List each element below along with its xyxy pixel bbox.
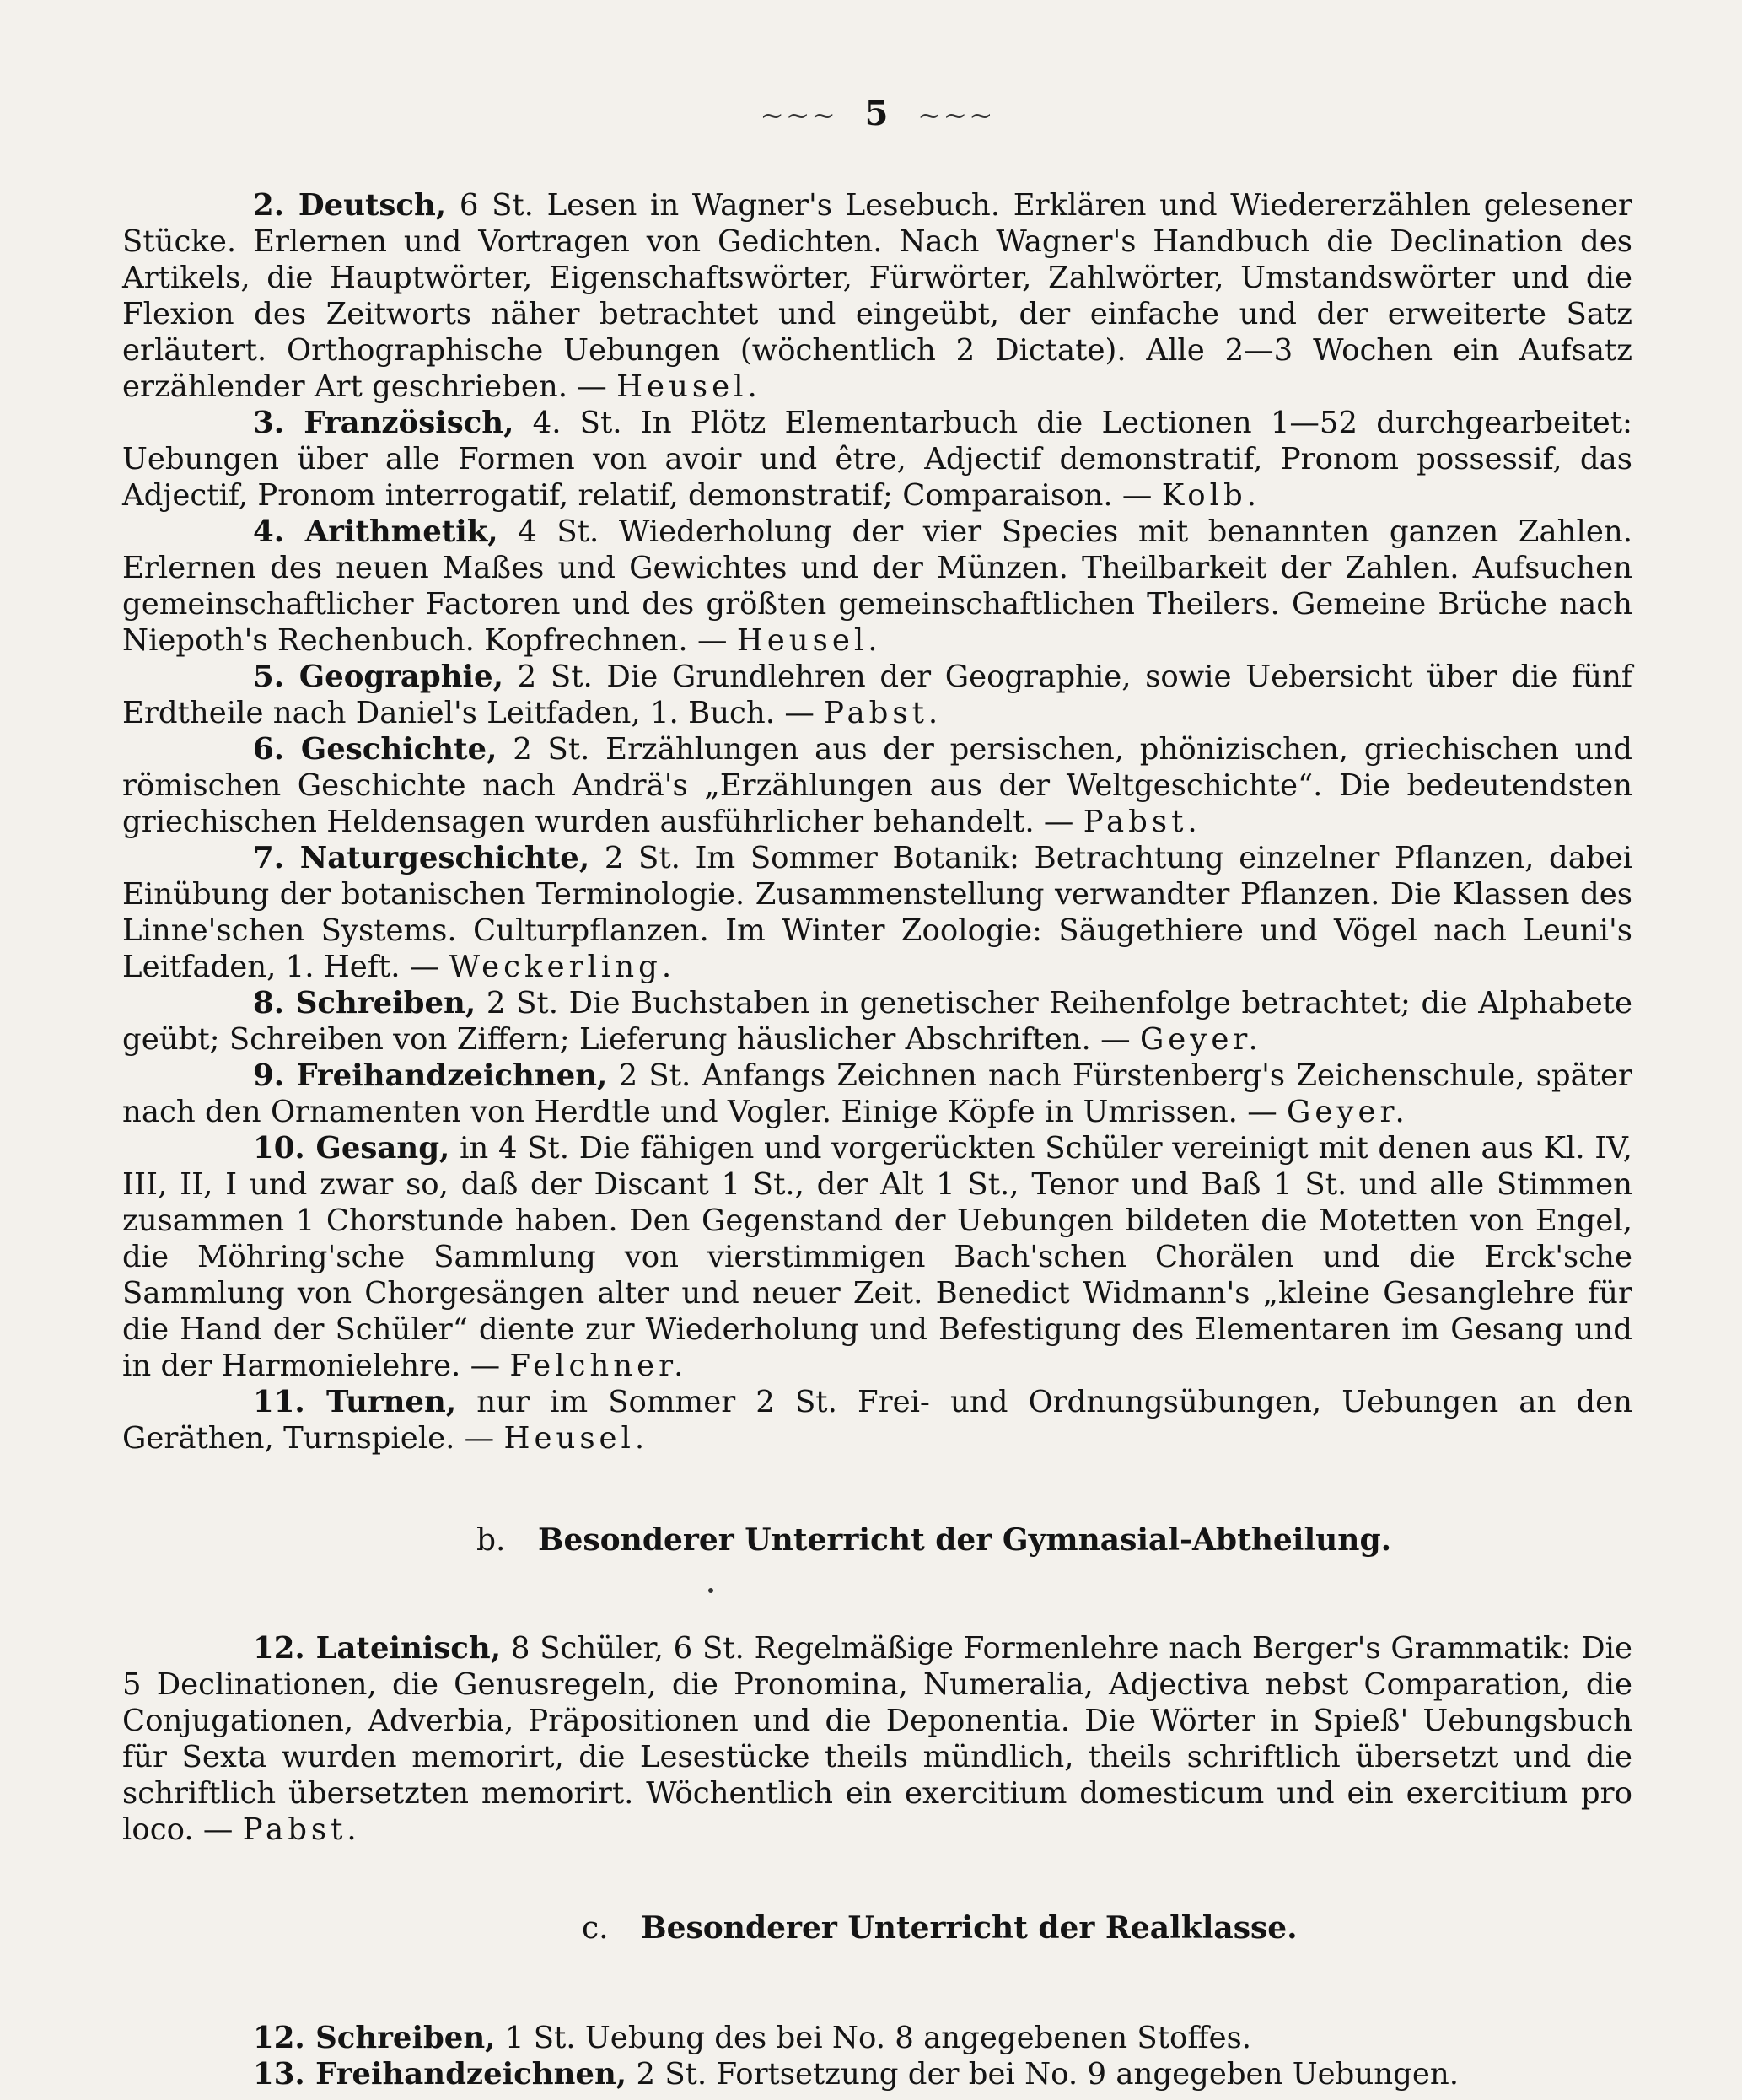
subject-entry [122, 187, 1632, 405]
subject-name: Lateinisch, [315, 1631, 502, 1666]
subject-name: Gesang, [315, 1131, 450, 1166]
teacher-name: Pabst. [242, 1812, 361, 1847]
subject-heading [253, 1131, 449, 1166]
subject-entry [122, 1130, 1632, 1384]
subject-entry [122, 1630, 1632, 1848]
subject-name: Geographie, [298, 660, 503, 694]
entry-text: Die Grundlehren der Geographie, sowie Uebersicht über die fünf Erdtheile nach Daniel's Leitfaden, 1. Buch. — [122, 660, 1633, 730]
hours: 1 St. [504, 2021, 576, 2055]
subject-heading [253, 732, 497, 767]
teacher-name: Heusel. [503, 1421, 649, 1456]
subject-entry [122, 2020, 1632, 2056]
entry-text: In Plötz Elementarbuch die Lectionen 1—52 durchgearbeitet: Uebungen über alle Formen von avoir und être, Adjectif demonstratif, Pronom possessif, das Adjectif, Pronom interrogatif, relatif, demonstratif; Comparaison. — [122, 406, 1632, 513]
subject-name: Französisch, [304, 406, 514, 440]
subject-heading [253, 986, 476, 1020]
hours: 8 Schüler, 6 St. [510, 1631, 745, 1666]
subject-entry [122, 731, 1632, 840]
entry-text: Uebung des bei No. 8 angegebenen Stoffes. [584, 2021, 1252, 2055]
hours: 2 St. [517, 660, 593, 694]
subject-name: Arithmetik, [304, 514, 498, 549]
subject-heading [253, 1631, 501, 1666]
subject-entry [122, 659, 1632, 731]
page-header [122, 93, 1632, 137]
hours: 2 St. [636, 2057, 707, 2092]
section-c-letter: c. [582, 1911, 609, 1946]
entry-text: Die fähigen und vorgerückten Schüler vereinigt mit denen aus Kl. IV, III, II, I und zwar so, daß der Discant 1 St., der Alt 1 St., Tenor und Baß 1 St. und alle Stimmen zusammen 1 Chorstunde haben. Den Gegenstand der Uebungen bildeten die Motetten von Engel, die Möhring'sche Sammlung von vierstimmigen Bach'schen Chorälen und die Erck'sche Sammlung von Chorgesängen alter und neuer Zeit. Benedict Widmann's „kleine Gesanglehre für die Hand der Schüler“ diente zur Wiederholung und Befestigung des Elementaren im Gesang und in der Harmonielehre. — [122, 1131, 1633, 1383]
entry-text: Fortsetzung der bei No. 9 angegeben Uebungen. [716, 2057, 1459, 2092]
subject-heading [253, 660, 503, 694]
subject-entry [122, 985, 1632, 1058]
hours: 4 St. [518, 514, 599, 549]
section-c-heading [122, 1910, 1632, 1946]
entry-number: 2. [253, 188, 285, 223]
entry-text: Die Buchstaben in genetischer Reihenfolge betrachtet; die Alphabete geübt; Schreiben von Ziffern; Lieferung häuslicher Abschriften. — [122, 986, 1632, 1057]
teacher-name: Heusel. [616, 369, 761, 404]
entry-number: 11. [253, 1385, 305, 1419]
entry-text: Im Sommer Botanik: Betrachtung einzelner Pflanzen, dabei Einübung der botanischen Terminologie. Zusammenstellung verwandter Pflanzen. Die Klassen des Linne'schen Systems. Culturpflanzen. Im Winter Zoologie: Säugethiere und Vögel nach Leuni's Leitfaden, 1. Heft. — [122, 841, 1632, 984]
subject-name: Schreiben, [315, 2021, 496, 2055]
section-b-heading [122, 1522, 1632, 1558]
entry-number: 8. [253, 986, 285, 1020]
subject-heading [253, 2057, 626, 2092]
flourish-left: ~~~ [760, 99, 837, 132]
hours: 2 St. [513, 732, 590, 767]
subject-name: Naturgeschichte, [299, 841, 590, 875]
subject-entry [122, 1384, 1632, 1457]
entry-number: 13. [253, 2057, 305, 2092]
entry-number: 3. [253, 406, 285, 440]
subject-heading [253, 1058, 607, 1093]
section-b-letter: b. [476, 1523, 506, 1558]
teacher-name: Weckerling. [449, 950, 676, 984]
subject-heading [253, 1385, 456, 1419]
subject-name: Deutsch, [298, 188, 447, 223]
entry-text: Wiederholung der vier Species mit benannten ganzen Zahlen. Erlernen des neuen Maßes und Gewichtes und der Münzen. Theilbarkeit der Zahlen. Aufsuchen gemeinschaftlicher Factoren und des größten gemeinschaftlichen Theilers. Gemeine Brüche nach Niepoth's Rechenbuch. Kopfrechnen. — [122, 514, 1633, 658]
subject-heading [253, 514, 498, 549]
ornament-dot [708, 1588, 713, 1593]
subject-entry [122, 2056, 1632, 2092]
subject-entry [122, 405, 1632, 514]
subject-name: Freihandzeichnen, [315, 2057, 627, 2092]
teacher-name: Pabst. [1083, 805, 1202, 839]
subject-entry [122, 840, 1632, 985]
subject-heading [253, 841, 589, 875]
entry-text: Erzählungen aus der persischen, phönizischen, griechischen und römischen Geschichte nach Andrä's „Erzählungen aus der Weltgeschichte“. Die bedeutendsten griechischen Heldensagen wurden ausführlicher behandelt. — [122, 732, 1633, 839]
hours: 2 St. [618, 1058, 691, 1093]
teacher-name: Kolb. [1161, 478, 1261, 513]
section-b-entries [122, 1630, 1632, 1848]
subject-name: Geschichte, [300, 732, 497, 767]
subject-name: Freihandzeichnen, [296, 1058, 608, 1093]
hours: 4. St. [532, 406, 622, 440]
entry-number: 12. [253, 1631, 305, 1666]
entry-number: 10. [253, 1131, 305, 1166]
subject-name: Turnen, [325, 1385, 457, 1419]
teacher-name: Geyer. [1287, 1095, 1409, 1129]
hours: 2 St. [604, 841, 680, 875]
section-a-entries [122, 187, 1632, 1457]
hours: in 4 St. [460, 1131, 570, 1166]
section-c-entries [122, 2020, 1632, 2092]
page-number: 5 [864, 94, 890, 133]
hours: nur im Sommer 2 St. [476, 1385, 837, 1419]
flourish-right: ~~~ [917, 99, 995, 132]
section-b-title: Besonderer Unterricht der Gymnasial-Abtheilung. [538, 1522, 1392, 1558]
hours: 2 St. [486, 986, 558, 1020]
entry-number: 6. [253, 732, 285, 767]
subject-heading [253, 406, 513, 440]
teacher-name: Heusel. [736, 623, 882, 658]
entry-number: 5. [253, 660, 285, 694]
entry-number: 7. [253, 841, 285, 875]
teacher-name: Pabst. [824, 696, 943, 730]
entry-number: 12. [253, 2021, 305, 2055]
entry-text: Regelmäßige Formenlehre nach Berger's Grammatik: Die 5 Declinationen, die Genusregeln, die Pronomina, Numeralia, Adjectiva nebst Comparation, die Conjugationen, Adverbia, Präpositionen und die Deponentia. Die Wörter in Spieß' Uebungsbuch für Sexta wurden memorirt, die Lesestücke theils mündlich, theils schriftlich übersetzt und die schriftlich übersetzten memorirt. Wöchentlich ein exercitium domesticum und ein exercitium pro loco. — [122, 1631, 1632, 1847]
hours: 6 St. [459, 188, 534, 223]
entry-text: Lesen in Wagner's Lesebuch. Erklären und Wiedererzählen gelesener Stücke. Erlernen und Vortragen von Gedichten. Nach Wagner's Handbuch die Declination des Artikels, die Hauptwörter, Eigenschaftswörter, Fürwörter, Zahlwörter, Umstandswörter und die Flexion des Zeitworts näher betrachtet und eingeübt, der einfache und der erweiterte Satz erläutert. Orthographische Uebungen (wöchentlich 2 Dictate). Alle 2—3 Wochen ein Aufsatz erzählender Art geschrieben. — [122, 188, 1632, 404]
subject-entry [122, 514, 1632, 659]
entry-text: Anfangs Zeichnen nach Fürstenberg's Zeichenschule, später nach den Ornamenten von Herdtle und Vogler. Einige Köpfe in Umrissen. — [122, 1058, 1632, 1129]
subject-heading [253, 188, 446, 223]
entry-number: 4. [253, 514, 285, 549]
subject-heading [253, 2021, 496, 2055]
subject-entry [122, 1058, 1632, 1130]
section-c-title: Besonderer Unterricht der Realklasse. [641, 1910, 1298, 1946]
entry-number: 9. [253, 1058, 285, 1093]
subject-name: Schreiben, [295, 986, 476, 1020]
entry-text: Frei- und Ordnungsübungen, Uebungen an den Geräthen, Turnspiele. — [122, 1385, 1632, 1456]
teacher-name: Geyer. [1139, 1022, 1262, 1057]
teacher-name: Felchner. [509, 1349, 688, 1383]
